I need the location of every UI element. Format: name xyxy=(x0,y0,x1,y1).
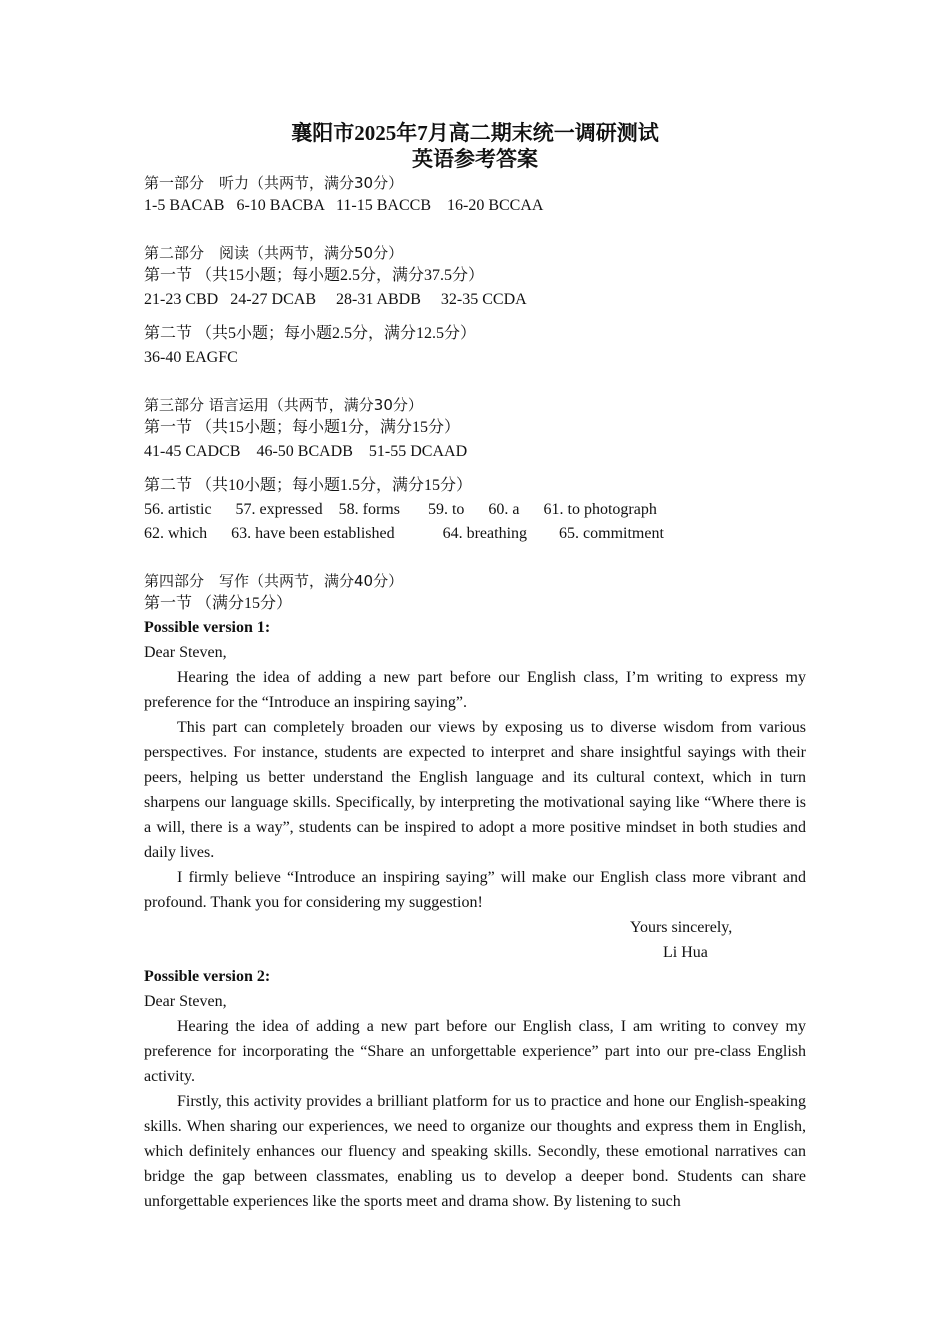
part3-section2-row1: 56. artistic 57. expressed 58. forms 59. to 60. a 61. to photograph xyxy=(144,501,657,518)
version1-paragraph2: This part can completely broaden our views by exposing us to diverse wisdom from various perspectives. For instance, students are expected to interpret and share insightful sayings with their peers, helping us better understand the English language and its cultural context, which in turn sharpens our language skills. Specifically, by interpreting the motivational saying like “Where there is a will, there is a way”, students can be inspired to adopt a more positive mindset in both studies and daily lives. xyxy=(144,719,806,861)
version1-closing: Yours sincerely, xyxy=(630,919,733,936)
version2-paragraph2: Firstly, this activity provides a brilliant platform for us to practice and hone our English-speaking skills. When sharing our experiences, we need to organize our thoughts and express them in English, which definitely enhances our fluency and speaking skills. Secondly, these emotional narratives can bridge the gap between classmates, enabling us to develop a deeper bond. Students can share unforgettable experiences like the sports meet and drama show. By listening to such xyxy=(144,1093,806,1210)
document-title: 襄阳市2025年7月高二期末统一调研测试 xyxy=(291,121,659,145)
part4-section1-label: 第一节 （满分15分） xyxy=(144,595,293,612)
version1-paragraph3: I firmly believe “Introduce an inspiring saying” will make our English class more vibrant and profound. Thank you for considering my suggestion! xyxy=(144,869,806,911)
part1-heading: 第一部分 听力（共两节，满分30分） xyxy=(144,174,404,192)
answer-key-page xyxy=(144,120,806,1214)
version1-greeting: Dear Steven, xyxy=(144,644,227,661)
part3-section2-row2: 62. which 63. have been established 64. breathing 65. commitment xyxy=(144,525,664,542)
part2-section1-answers: 21-23 CBD 24-27 DCAB 28-31 ABDB 32-35 CCDA xyxy=(144,291,527,308)
version1-label: Possible version 1: xyxy=(144,619,271,636)
version2-greeting: Dear Steven, xyxy=(144,993,227,1010)
part2-heading: 第二部分 阅读（共两节，满分50分） xyxy=(144,244,404,262)
version1-signature: Li Hua xyxy=(663,944,708,961)
part2-section2-answers: 36-40 EAGFC xyxy=(144,349,238,366)
part1-answers: 1-5 BACAB 6-10 BACBA 11-15 BACCB 16-20 BCCAA xyxy=(144,197,544,214)
part3-section1-answers: 41-45 CADCB 46-50 BCADB 51-55 DCAAD xyxy=(144,443,468,460)
version1-paragraph1: Hearing the idea of adding a new part before our English class, I’m writing to express my preference for the “Introduce an inspiring saying”. xyxy=(144,669,806,711)
part4-heading: 第四部分 写作（共两节，满分40分） xyxy=(144,572,404,590)
part3-heading: 第三部分 语言运用（共两节，满分30分） xyxy=(144,396,423,414)
part3-section1-label: 第一节 （共15小题；每小题1分，满分15分） xyxy=(144,419,461,436)
document-subtitle: 英语参考答案 xyxy=(412,147,538,171)
part2-section2-label: 第二节 （共5小题；每小题2.5分，满分12.5分） xyxy=(144,325,477,342)
version2-label: Possible version 2: xyxy=(144,968,271,985)
version2-paragraph1: Hearing the idea of adding a new part before our English class, I am writing to convey my preference for incorporating the “Share an unforgettable experience” part into our pre-class English activity. xyxy=(144,1018,806,1085)
part2-section1-label: 第一节 （共15小题；每小题2.5分，满分37.5分） xyxy=(144,267,485,284)
part3-section2-label: 第二节 （共10小题；每小题1.5分，满分15分） xyxy=(144,477,473,494)
